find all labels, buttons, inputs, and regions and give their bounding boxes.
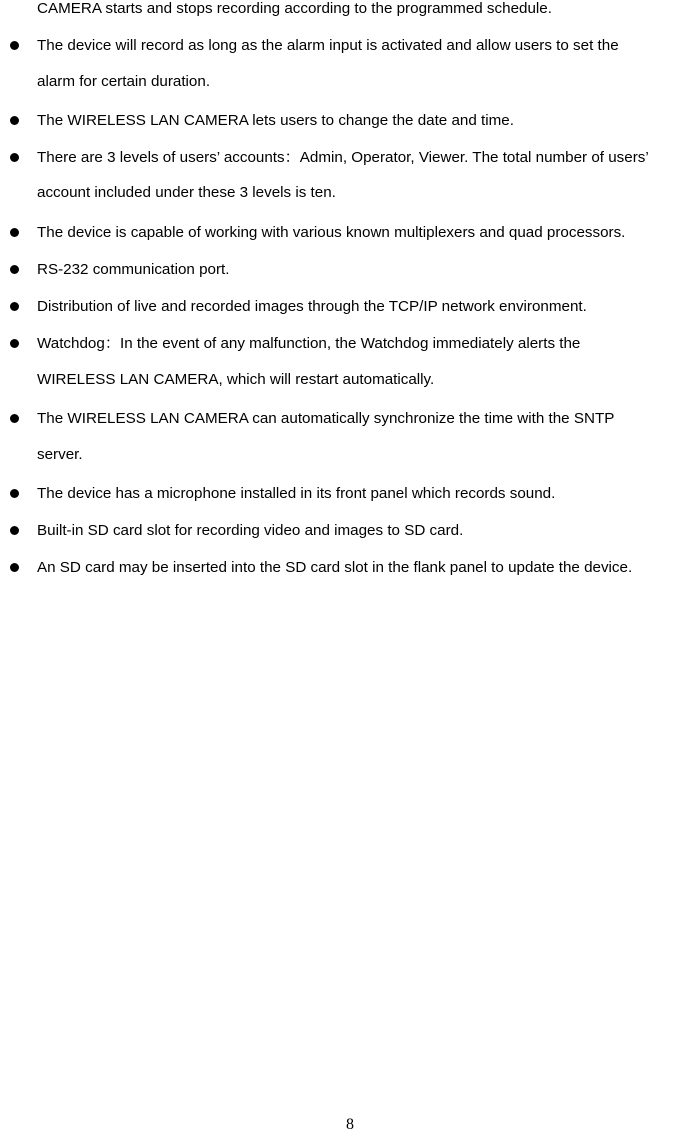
bullet-icon [10,526,19,535]
bullet-text-continued: account included under these 3 levels is ten. [37,184,336,201]
bullet-icon [10,41,19,50]
bullet-icon [10,228,19,237]
bullet-text-continued: server. [37,446,83,463]
bullet-icon [10,153,19,162]
bullet-text-continued: alarm for certain duration. [37,73,211,90]
bullet-text: An SD card may be inserted into the SD card slot in the flank panel to update the device. [37,559,633,576]
bullet-icon [10,339,19,348]
bullet-text: The WIRELESS LAN CAMERA can automatically synchronize the time with the SNTP [37,410,615,427]
continued-bullet-text: CAMERA starts and stops recording according to the programmed schedule. [37,0,552,17]
bullet-text: RS-232 communication port. [37,261,230,278]
bullet-icon [10,116,19,125]
bullet-text: Built-in SD card slot for recording video and images to SD card. [37,522,464,539]
bullet-text: The WIRELESS LAN CAMERA lets users to change the date and time. [37,112,514,129]
bullet-text: The device is capable of working with various known multiplexers and quad processors. [37,224,626,241]
bullet-text: The device has a microphone installed in its front panel which records sound. [37,485,556,502]
bullet-text: The device will record as long as the alarm input is activated and allow users to set the [37,37,619,54]
bullet-icon [10,265,19,274]
page-number: 8 [346,1116,354,1133]
bullet-text: There are 3 levels of users’ accounts：Admin, Operator, Viewer. The total number of users’ [37,149,649,166]
bullet-icon [10,302,19,311]
bullet-text-continued: WIRELESS LAN CAMERA, which will restart automatically. [37,371,435,388]
bullet-text: Distribution of live and recorded images through the TCP/IP network environment. [37,298,587,315]
bullet-icon [10,414,19,423]
bullet-icon [10,489,19,498]
bullet-text: Watchdog：In the event of any malfunction, the Watchdog immediately alerts the [37,335,581,352]
bullet-icon [10,563,19,572]
